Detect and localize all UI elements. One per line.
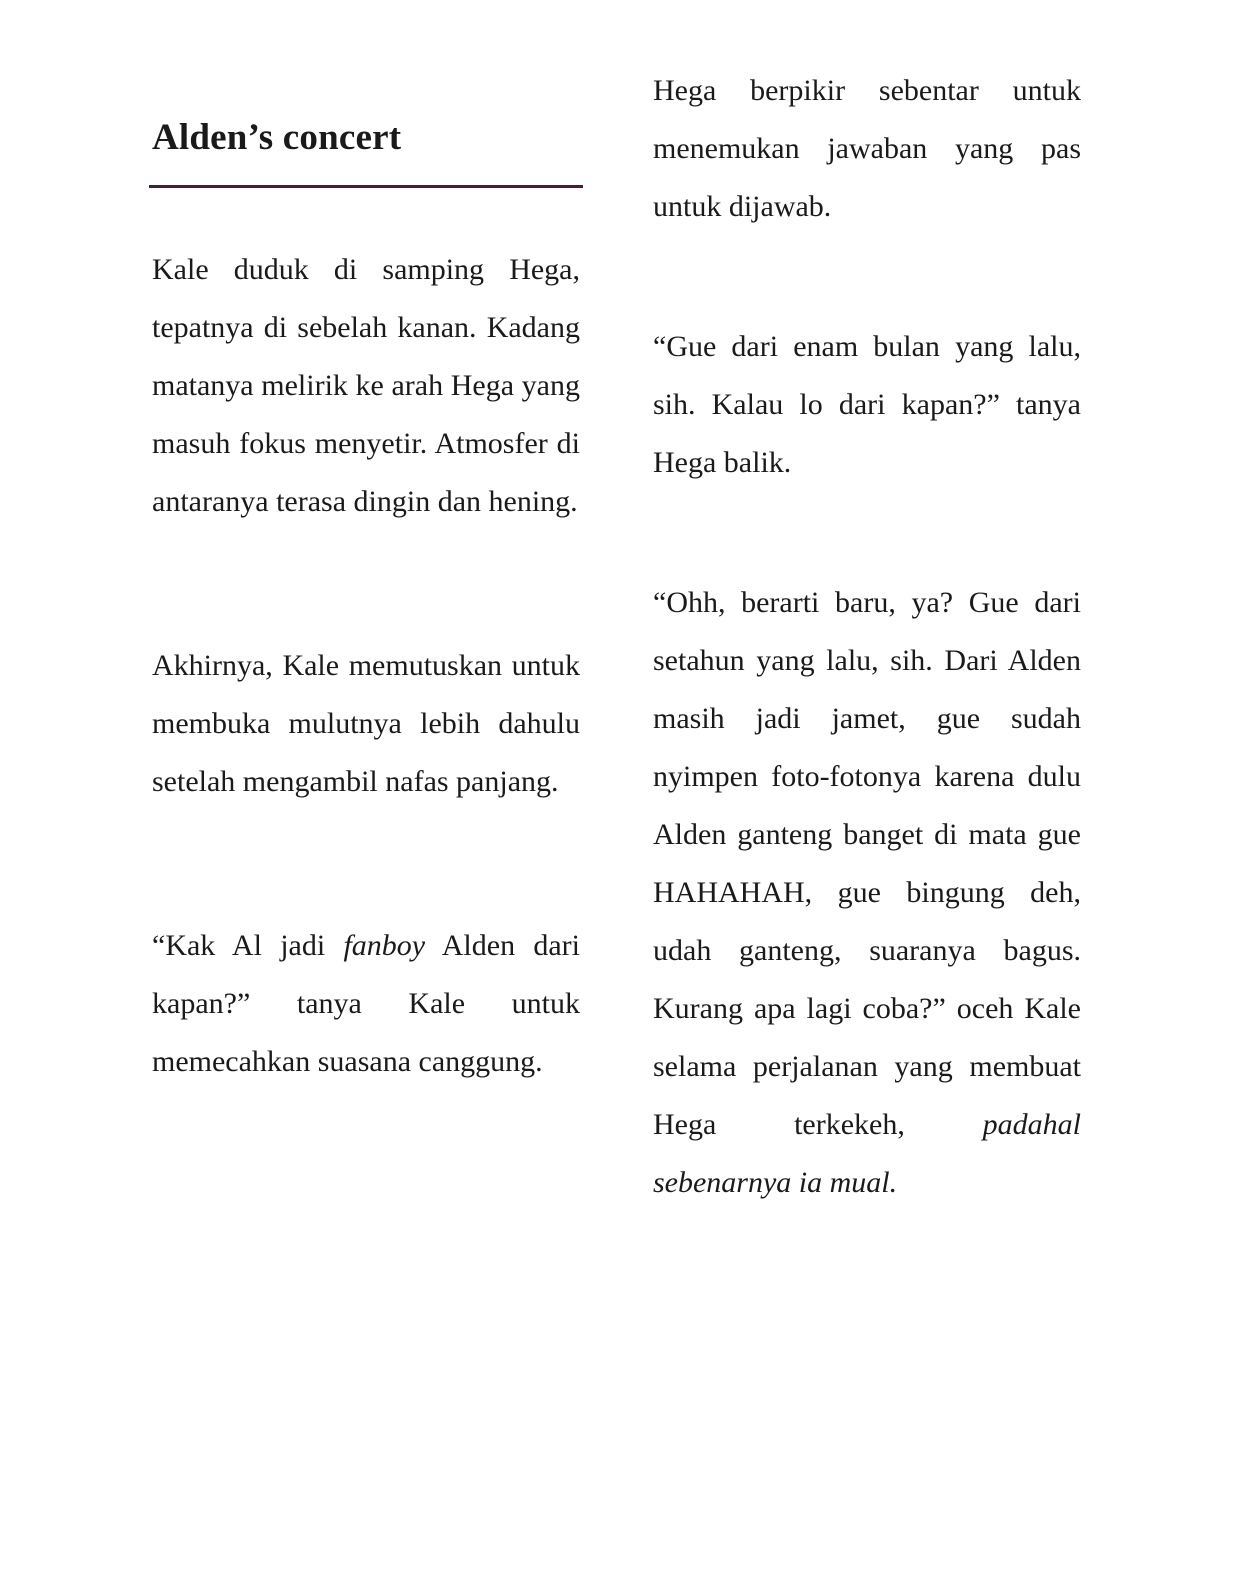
paragraph-text: Alden dari kapan?” tanya Kale untuk memecahkan suasana canggung. bbox=[152, 929, 580, 1078]
paragraph-text: “Ohh, berarti baru, ya? Gue dari setahun yang lalu, sih. Dari Alden masih jadi jamet, gue sudah nyimpen foto-fotonya karena dulu Alden ganteng banget di mata gue HAHAHAH, gue bingung deh, udah ganteng, suaranya bagus. Kurang apa lagi coba?” oceh Kale selama perjalanan yang membuat Hega terkekeh, bbox=[653, 586, 1081, 1141]
paragraph: Kale duduk di samping Hega, tepatnya di sebelah kanan. Kadang matanya melirik ke arah Hega yang masuh fokus menyetir. Atmosfer di antaranya terasa dingin dan hening. bbox=[152, 253, 580, 518]
paragraph bbox=[653, 574, 1081, 1212]
chapter-title: Alden’s concert bbox=[152, 117, 402, 158]
right-column bbox=[653, 62, 1081, 1212]
paragraph-italic-text: padahal sebenarnya ia mual. bbox=[653, 1108, 1081, 1199]
chapter-header bbox=[152, 110, 580, 166]
paragraph: Akhirnya, Kale memutuskan untuk membuka mulutnya lebih dahulu setelah mengambil nafas panjang. bbox=[152, 649, 580, 798]
left-column bbox=[152, 110, 580, 1091]
paragraph-italic-text: fanboy bbox=[343, 929, 426, 962]
paragraph: Hega berpikir sebentar untuk menemukan jawaban yang pas untuk dijawab. bbox=[653, 74, 1081, 223]
paragraph-text: “Kak Al jadi bbox=[152, 929, 344, 962]
title-divider bbox=[149, 185, 583, 188]
paragraph bbox=[152, 917, 580, 1091]
paragraph: “Gue dari enam bulan yang lalu, sih. Kalau lo dari kapan?” tanya Hega balik. bbox=[653, 330, 1081, 479]
